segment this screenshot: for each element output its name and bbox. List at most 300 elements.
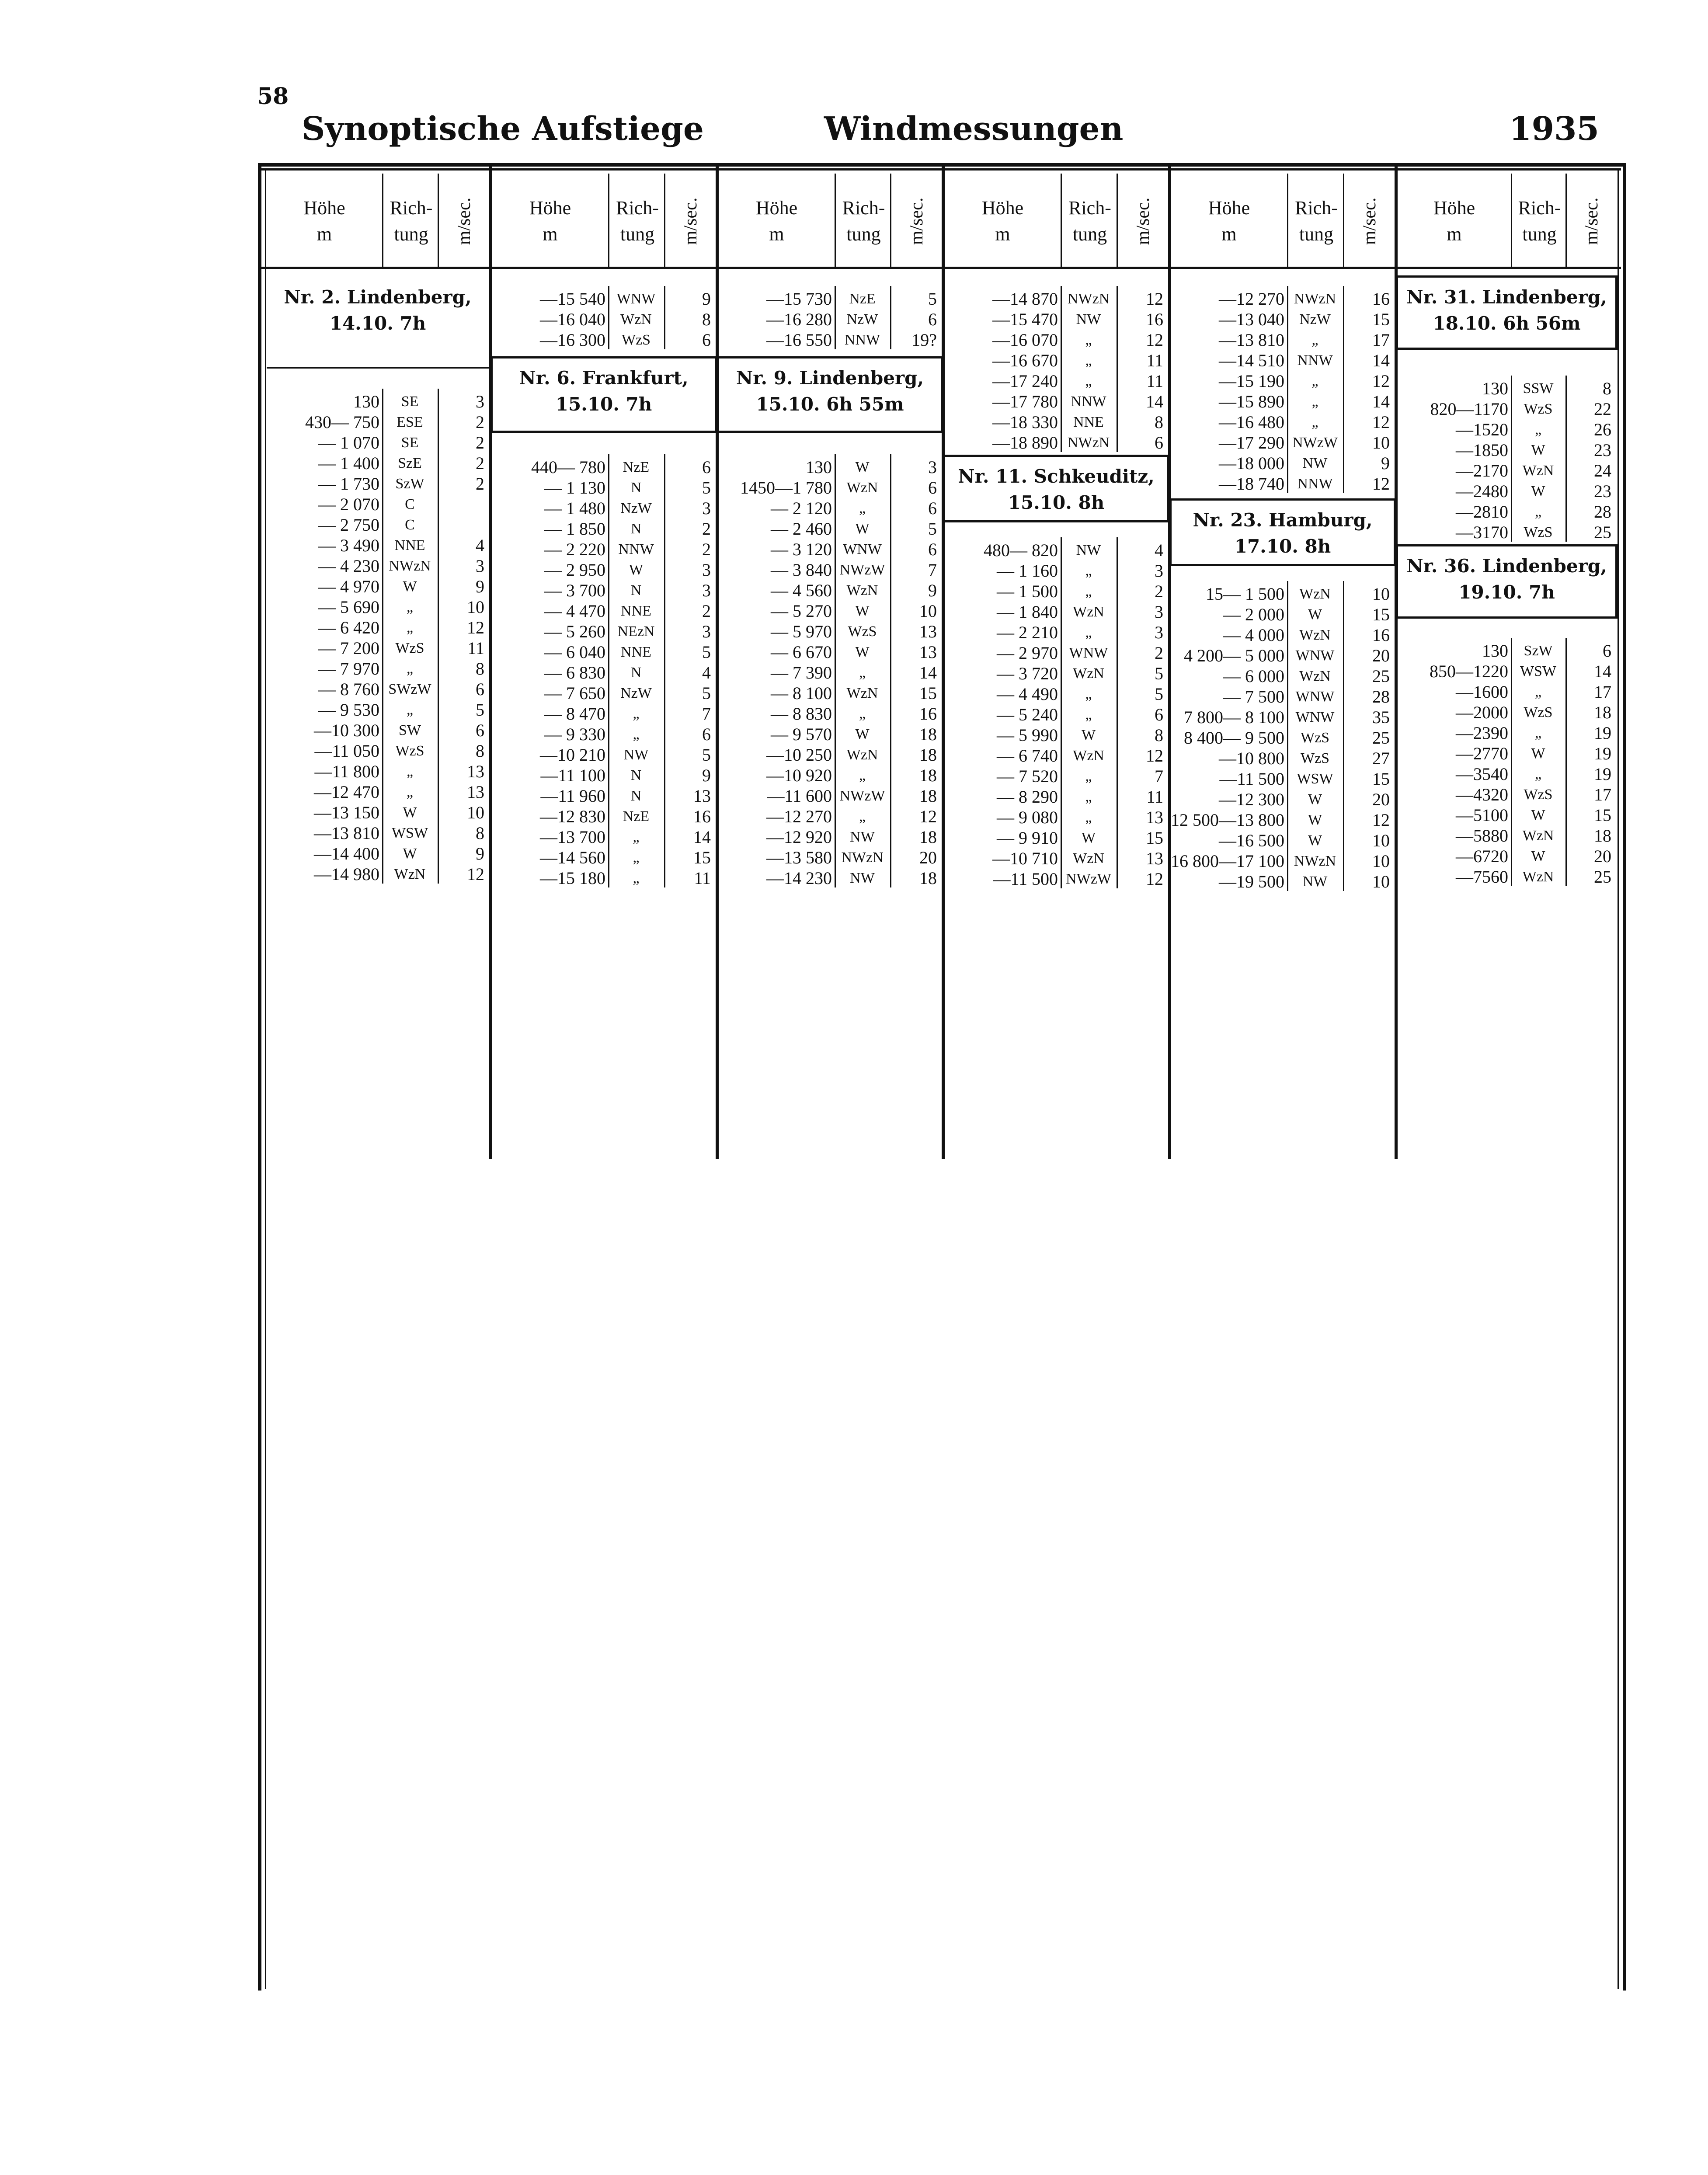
table-row <box>1171 473 1394 494</box>
station-line: 15.10. 6h 55m <box>756 393 904 415</box>
table-row <box>1398 419 1616 440</box>
cell-richtung: W <box>1531 745 1545 762</box>
cell-speed: 13 <box>1146 849 1163 868</box>
header-hoehe-line: Höhe <box>755 197 798 219</box>
table-row <box>492 786 715 806</box>
cell-richtung: NzW <box>1299 311 1331 327</box>
cell-hoehe: —18 330 <box>992 412 1058 432</box>
cell-speed: 14 <box>1372 351 1390 370</box>
cell-hoehe: —11 500 <box>1219 769 1284 789</box>
cell-hoehe: — 2 460 <box>771 519 832 539</box>
cell-speed: 17 <box>1594 682 1611 702</box>
station-rule <box>267 367 489 369</box>
header-speed-label: m/sec. <box>1133 197 1154 245</box>
cell-hoehe: —14 560 <box>540 848 605 867</box>
cell-speed: 3 <box>476 392 484 411</box>
data-rows <box>719 289 941 350</box>
cell-richtung: W <box>1531 483 1545 499</box>
cell-richtung: WzN <box>1299 586 1331 602</box>
cell-hoehe: —11 600 <box>767 786 832 806</box>
cell-speed: 3 <box>702 560 711 580</box>
cell-hoehe: —2390 <box>1456 723 1508 743</box>
cell-speed: 8 <box>702 310 711 329</box>
cell-hoehe: —6720 <box>1456 846 1508 866</box>
table-row <box>267 432 489 453</box>
cell-richtung: „ <box>859 500 866 516</box>
cell-hoehe: — 4 230 <box>318 556 379 576</box>
cell-speed: 6 <box>928 310 937 329</box>
cell-speed: 12 <box>467 618 484 637</box>
table-row <box>492 621 715 642</box>
table-row <box>1171 748 1394 769</box>
cell-speed: 15 <box>1594 805 1611 825</box>
station-label <box>1398 284 1616 337</box>
table-row <box>719 724 941 745</box>
table-row <box>492 560 715 580</box>
table-row <box>267 782 489 802</box>
table-row <box>267 679 489 699</box>
table-row <box>267 617 489 638</box>
table-row <box>719 683 941 703</box>
table-row <box>945 869 1168 889</box>
cell-speed: 9 <box>702 766 711 785</box>
cell-hoehe: 4 200— 5 000 <box>1184 646 1284 665</box>
header-richtung-line: Rich- <box>1295 197 1338 219</box>
cell-hoehe: — 2 970 <box>997 643 1058 663</box>
cell-richtung: NNW <box>618 541 654 557</box>
cell-speed: 12 <box>919 807 937 826</box>
cell-richtung: „ <box>1311 332 1318 348</box>
table-row <box>1171 727 1394 748</box>
cell-speed: 9 <box>476 577 484 596</box>
cell-hoehe: — 1 070 <box>318 433 379 452</box>
table-row <box>945 684 1168 704</box>
header-hoehe <box>1171 174 1287 269</box>
cell-hoehe: 130 <box>1482 379 1508 398</box>
cell-hoehe: — 1 840 <box>997 602 1058 622</box>
cell-richtung: W <box>1308 812 1322 828</box>
table-row <box>1171 309 1394 330</box>
cell-richtung: NzW <box>620 685 652 701</box>
cell-speed: 15 <box>1372 769 1390 789</box>
header-speed <box>438 174 490 269</box>
cell-hoehe: — 1 130 <box>544 478 605 498</box>
cell-hoehe: — 7 200 <box>318 638 379 658</box>
cell-richtung: WSW <box>1297 771 1333 787</box>
cell-hoehe: — 2 070 <box>318 494 379 514</box>
cell-richtung: WzS <box>1524 401 1553 417</box>
table-row <box>1398 723 1616 743</box>
cell-speed: 25 <box>1372 728 1390 748</box>
data-rows <box>1171 289 1394 494</box>
table-row <box>267 494 489 515</box>
cell-speed: 12 <box>1372 474 1390 494</box>
column-header <box>945 174 1168 269</box>
cell-speed: 14 <box>1146 392 1163 411</box>
cell-speed: 28 <box>1594 502 1611 522</box>
cell-speed: 23 <box>1594 440 1611 460</box>
cell-richtung: „ <box>633 870 640 886</box>
cell-hoehe: —12 470 <box>314 782 379 802</box>
cell-hoehe: —2770 <box>1456 744 1508 763</box>
header-richtung-line: Rich- <box>616 197 659 219</box>
table-row <box>1398 399 1616 419</box>
cell-speed: 10 <box>1372 584 1390 604</box>
cell-hoehe: —16 300 <box>540 330 605 350</box>
cell-hoehe: 820—1170 <box>1430 399 1508 419</box>
cell-speed: 6 <box>702 330 711 350</box>
table-row <box>1398 661 1616 682</box>
cell-richtung: C <box>405 517 415 533</box>
cell-hoehe: — 2 220 <box>544 539 605 559</box>
cell-hoehe: — 7 520 <box>997 766 1058 786</box>
cell-richtung: WzN <box>1073 604 1104 620</box>
cell-hoehe: — 9 530 <box>318 700 379 720</box>
cell-richtung: NW <box>1302 455 1328 471</box>
cell-speed: 11 <box>1146 371 1163 391</box>
cell-richtung: NWzN <box>389 558 431 574</box>
table-row <box>719 868 941 888</box>
table-row <box>492 309 715 330</box>
table-row <box>945 412 1168 432</box>
cell-richtung: NWzN <box>1067 435 1110 451</box>
cell-hoehe: —13 580 <box>766 848 832 867</box>
cell-speed: 6 <box>1155 433 1163 452</box>
cell-richtung: WNW <box>843 541 882 557</box>
table-row <box>1398 640 1616 661</box>
table-row <box>267 864 489 884</box>
cell-hoehe: —15 540 <box>540 289 605 309</box>
cell-hoehe: — 7 650 <box>544 683 605 703</box>
cell-richtung: „ <box>859 808 866 825</box>
cell-richtung: „ <box>859 665 866 681</box>
column-header <box>1398 174 1616 269</box>
cell-richtung: „ <box>1085 583 1092 599</box>
cell-richtung: „ <box>1085 789 1092 805</box>
cell-hoehe: 130 <box>806 457 832 477</box>
cell-richtung: W <box>1308 791 1322 807</box>
cell-hoehe: 8 400— 9 500 <box>1184 728 1284 748</box>
cell-speed: 7 <box>1155 766 1163 786</box>
cell-hoehe: —2170 <box>1456 461 1508 480</box>
cell-hoehe: —16 500 <box>1219 831 1284 850</box>
table-row <box>945 643 1168 663</box>
table-row <box>1398 522 1616 543</box>
cell-richtung: SW <box>399 722 421 738</box>
page-title-left: Synoptische Aufstiege <box>302 110 704 148</box>
table-row <box>945 330 1168 350</box>
cell-speed: 2 <box>476 433 484 452</box>
cell-hoehe: —13 810 <box>1219 330 1284 350</box>
cell-speed: 19? <box>911 330 937 350</box>
cell-richtung: W <box>1531 807 1545 823</box>
table-row <box>492 683 715 703</box>
cell-speed: 5 <box>702 642 711 662</box>
cell-richtung: „ <box>1085 686 1092 702</box>
cell-speed: 5 <box>928 289 937 309</box>
cell-richtung: „ <box>406 784 414 800</box>
table-row <box>267 576 489 597</box>
table-row <box>267 597 489 617</box>
cell-richtung: WzS <box>1300 750 1330 766</box>
cell-hoehe: —13 150 <box>314 803 379 822</box>
cell-hoehe: — 6 420 <box>318 618 379 637</box>
cell-richtung: „ <box>1311 414 1318 430</box>
cell-richtung: NEzN <box>617 623 655 640</box>
column-header <box>267 174 489 269</box>
cell-speed: 7 <box>702 704 711 724</box>
table-row <box>492 289 715 309</box>
header-richtung <box>1287 174 1344 269</box>
cell-hoehe: —12 300 <box>1219 790 1284 809</box>
cell-hoehe: — 5 990 <box>997 725 1058 745</box>
cell-speed: 3 <box>476 556 484 576</box>
header-richtung <box>608 174 665 269</box>
cell-speed: 25 <box>1594 522 1611 542</box>
cell-speed: 19 <box>1594 764 1611 784</box>
cell-richtung: WzN <box>394 866 426 882</box>
data-rows <box>945 289 1168 453</box>
cell-speed: 2 <box>702 601 711 621</box>
cell-richtung: NWzW <box>1292 435 1338 451</box>
cell-richtung: NW <box>1076 311 1101 327</box>
cell-speed: 2 <box>1155 643 1163 663</box>
table-row <box>945 540 1168 560</box>
cell-richtung: W <box>855 603 870 619</box>
table-row <box>492 847 715 868</box>
table-row <box>719 539 941 560</box>
cell-speed: 10 <box>467 803 484 822</box>
cell-speed: 3 <box>702 498 711 518</box>
cell-speed: 18 <box>919 766 937 785</box>
table-row <box>1171 830 1394 851</box>
table-row <box>945 663 1168 684</box>
cell-speed: 23 <box>1594 481 1611 501</box>
cell-hoehe: — 8 100 <box>771 683 832 703</box>
cell-speed: 6 <box>702 457 711 477</box>
cell-hoehe: — 9 080 <box>997 807 1058 827</box>
cell-speed: 19 <box>1594 723 1611 743</box>
table-row <box>719 580 941 601</box>
table-row <box>492 765 715 786</box>
cell-hoehe: —11 100 <box>540 766 605 785</box>
cell-hoehe: —1520 <box>1456 420 1508 439</box>
table-row <box>719 621 941 642</box>
cell-speed: 13 <box>467 762 484 781</box>
cell-speed: 5 <box>1155 684 1163 704</box>
table-row <box>945 371 1168 391</box>
cell-speed: 25 <box>1594 867 1611 887</box>
table-row <box>945 807 1168 828</box>
cell-hoehe: —12 920 <box>766 827 832 847</box>
header-richtung-line: Rich- <box>842 197 885 219</box>
table-row <box>945 350 1168 371</box>
table-row <box>492 477 715 498</box>
cell-hoehe: — 8 470 <box>544 704 605 724</box>
cell-speed: 8 <box>476 659 484 679</box>
header-richtung-line: Rich- <box>1518 197 1561 219</box>
table-row <box>492 330 715 350</box>
cell-hoehe: — 5 260 <box>544 622 605 641</box>
cell-speed: 5 <box>1155 664 1163 683</box>
cell-speed: 16 <box>1372 625 1390 645</box>
cell-speed: 13 <box>919 642 937 662</box>
cell-hoehe: — 2 000 <box>1223 605 1284 624</box>
column-separator <box>716 167 719 1159</box>
table-row <box>945 786 1168 807</box>
table-row <box>719 703 941 724</box>
header-hoehe-line: m <box>1447 223 1462 245</box>
cell-speed: 6 <box>476 720 484 740</box>
cell-richtung: „ <box>633 726 640 742</box>
table-row <box>719 498 941 519</box>
cell-richtung: WzN <box>620 311 652 327</box>
table-row <box>945 432 1168 453</box>
table-row <box>945 309 1168 330</box>
header-speed <box>1117 174 1169 269</box>
table-row <box>492 703 715 724</box>
cell-hoehe: —10 800 <box>1219 748 1284 768</box>
cell-richtung: N <box>630 665 642 681</box>
header-speed <box>890 174 943 269</box>
cell-richtung: „ <box>1085 373 1092 389</box>
cell-richtung: SE <box>401 393 419 410</box>
cell-hoehe: —5100 <box>1456 805 1508 825</box>
cell-richtung: „ <box>406 619 414 636</box>
cell-hoehe: —11 500 <box>993 869 1058 889</box>
cell-richtung: NzE <box>849 291 876 307</box>
header-richtung-line: tung <box>394 223 428 245</box>
cell-hoehe: —14 230 <box>766 868 832 888</box>
cell-speed: 14 <box>693 827 711 847</box>
cell-speed: 5 <box>702 478 711 498</box>
cell-speed: 18 <box>919 745 937 765</box>
cell-richtung: WzS <box>395 743 424 759</box>
cell-speed: 22 <box>1594 399 1611 419</box>
table-row <box>1398 784 1616 805</box>
cell-richtung: „ <box>1085 563 1092 579</box>
cell-speed: 5 <box>702 745 711 765</box>
cell-hoehe: — 4 000 <box>1223 625 1284 645</box>
cell-speed: 20 <box>1372 790 1390 809</box>
cell-speed: 10 <box>467 597 484 617</box>
table-row <box>719 560 941 580</box>
cell-speed: 2 <box>702 519 711 539</box>
cell-hoehe: —3170 <box>1456 522 1508 542</box>
cell-speed: 10 <box>1372 872 1390 891</box>
cell-hoehe: —2480 <box>1456 481 1508 501</box>
header-richtung <box>835 174 891 269</box>
cell-richtung: WzS <box>395 640 424 656</box>
table-row <box>1398 805 1616 825</box>
cell-richtung: NzW <box>620 500 652 516</box>
cell-hoehe: — 1 400 <box>318 453 379 473</box>
table-row <box>719 745 941 765</box>
header-speed-label: m/sec. <box>1360 197 1380 245</box>
cell-speed: 12 <box>1372 810 1390 830</box>
cell-speed: 3 <box>702 622 711 641</box>
cell-richtung: „ <box>1534 421 1542 438</box>
header-hoehe-line: m <box>317 223 332 245</box>
cell-speed: 15 <box>919 683 937 703</box>
header-hoehe-line: m <box>1221 223 1237 245</box>
cell-richtung: WzN <box>1299 627 1331 643</box>
cell-richtung: NW <box>850 870 875 886</box>
cell-hoehe: — 7 970 <box>318 659 379 679</box>
cell-speed: 26 <box>1594 420 1611 439</box>
cell-speed: 18 <box>919 724 937 744</box>
header-hoehe-line: Höhe <box>529 197 571 219</box>
table-row <box>1398 825 1616 846</box>
cell-hoehe: 850—1220 <box>1430 661 1508 681</box>
cell-speed: 6 <box>928 539 937 559</box>
cell-hoehe: —15 190 <box>1219 371 1284 391</box>
cell-speed: 6 <box>1603 641 1611 661</box>
cell-richtung: NWzN <box>1067 291 1110 307</box>
table-row <box>492 539 715 560</box>
table-row <box>945 766 1168 786</box>
cell-richtung: W <box>1308 832 1322 849</box>
cell-richtung: NNE <box>394 537 425 553</box>
cell-speed: 6 <box>928 498 937 518</box>
cell-richtung: WzN <box>1522 828 1554 844</box>
cell-richtung: N <box>630 521 642 537</box>
cell-hoehe: —15 730 <box>766 289 832 309</box>
cell-speed: 9 <box>476 844 484 863</box>
cell-richtung: „ <box>633 829 640 845</box>
data-rows <box>1398 640 1616 887</box>
header-speed-label: m/sec. <box>681 197 701 245</box>
table-row <box>1398 846 1616 867</box>
cell-hoehe: — 1 730 <box>318 474 379 494</box>
cell-richtung: NW <box>1302 873 1328 890</box>
cell-richtung: SzW <box>1524 643 1553 659</box>
cell-speed: 14 <box>1372 392 1390 411</box>
column-header <box>1171 174 1394 269</box>
cell-hoehe: — 3 490 <box>318 536 379 555</box>
cell-richtung: WzN <box>846 747 878 763</box>
page-title-center: Windmessungen <box>824 110 1124 148</box>
data-rows <box>267 391 489 884</box>
cell-hoehe: — 5 970 <box>771 622 832 641</box>
table-row <box>1398 867 1616 887</box>
table-row <box>492 498 715 519</box>
cell-hoehe: 16 800—17 100 <box>1171 851 1284 871</box>
cell-speed: 2 <box>476 474 484 494</box>
frame-inner-right <box>1618 168 1619 1989</box>
cell-hoehe: — 5 240 <box>997 705 1058 724</box>
cell-speed: 8 <box>1155 725 1163 745</box>
page-number: 58 <box>257 83 289 110</box>
table-row <box>945 828 1168 848</box>
cell-hoehe: — 8 830 <box>771 704 832 724</box>
cell-hoehe: —17 780 <box>992 392 1058 411</box>
cell-richtung: NNE <box>621 603 651 619</box>
table-row <box>719 457 941 477</box>
header-hoehe <box>719 174 835 269</box>
cell-richtung: „ <box>1534 504 1542 520</box>
cell-richtung: NW <box>1076 542 1101 558</box>
station-line: Nr. 11. Schkeuditz, <box>958 466 1155 487</box>
cell-hoehe: —17 290 <box>1219 433 1284 452</box>
header-richtung-line: Rich- <box>1068 197 1111 219</box>
cell-hoehe: —13 040 <box>1219 310 1284 329</box>
table-row <box>1171 330 1394 350</box>
cell-richtung: „ <box>1534 725 1542 741</box>
cell-speed: 7 <box>928 560 937 580</box>
cell-hoehe: — 4 560 <box>771 581 832 600</box>
cell-hoehe: —2810 <box>1456 502 1508 522</box>
